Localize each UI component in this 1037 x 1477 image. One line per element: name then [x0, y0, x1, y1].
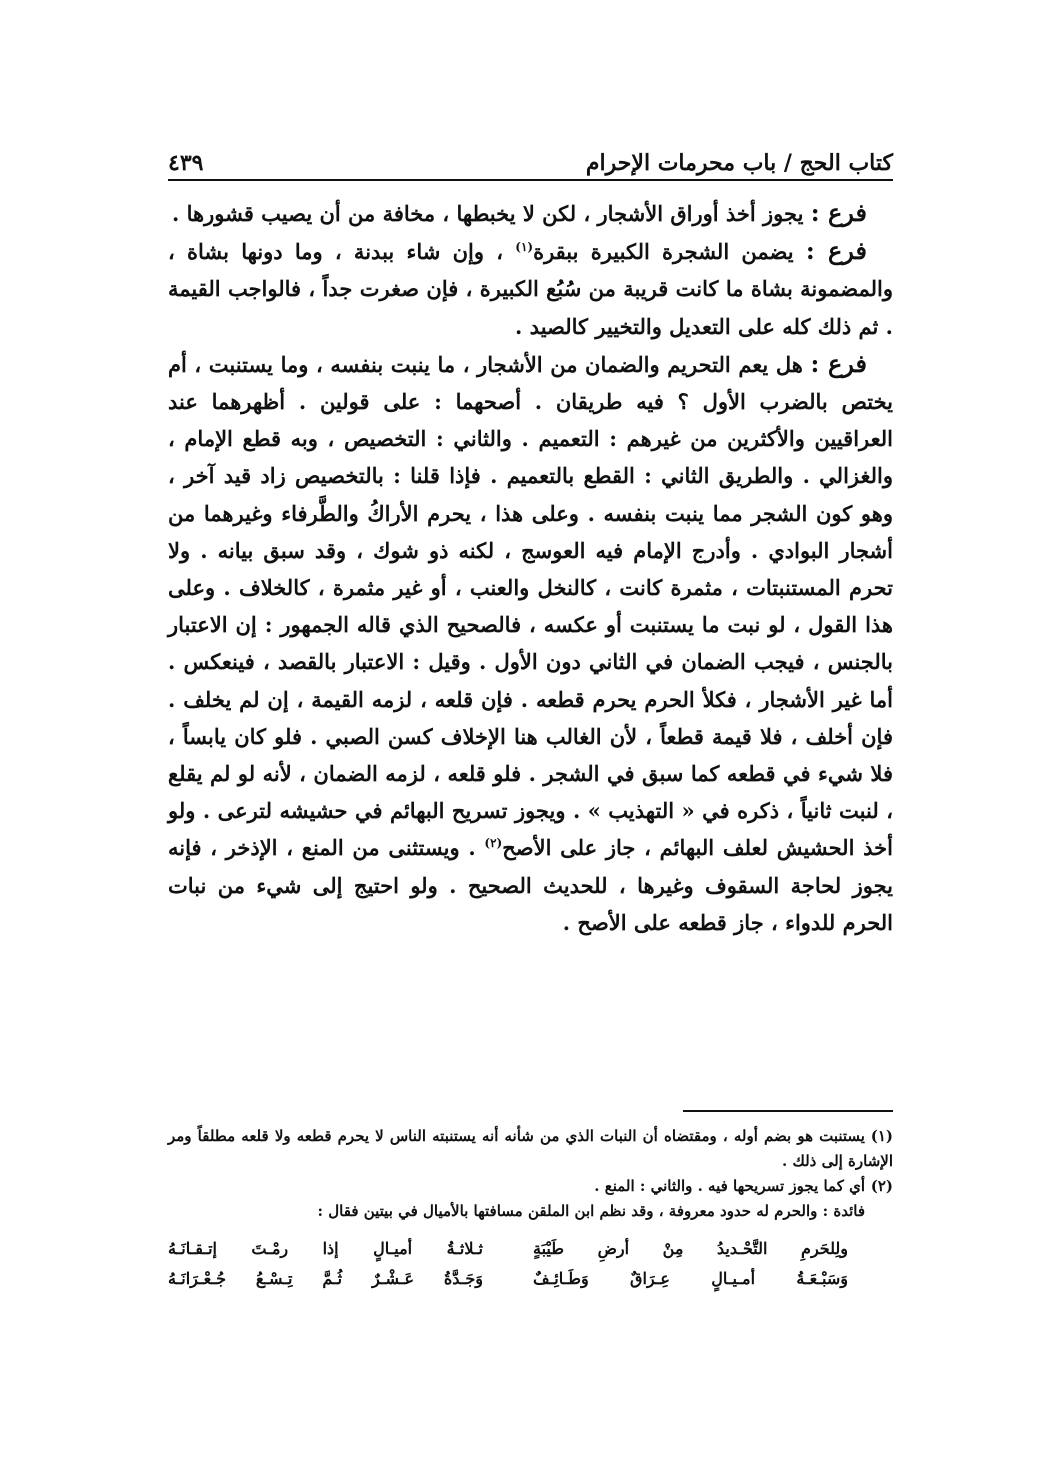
hemistich-right: وَسَبْـعَـةُ أمـيـالٍ عِـرَاقٌ وَطَـائِـفٌ: [533, 1269, 848, 1288]
hemistich-left: وَجَـدَّةُ عَـشْـرٌ ثُـمَّ تِـسْـعُ جُـعْـرَانَـهُ: [168, 1269, 483, 1288]
paragraph-text: يضمن الشجرة الكبيرة ببقرة: [533, 239, 806, 265]
poem: [168, 1234, 848, 1294]
poem-verse-1: [168, 1234, 848, 1264]
footnote-ref-2: (٢): [484, 836, 503, 851]
footnote-rule: [683, 1110, 893, 1112]
footnote-2-note: فائدة : والحرم له حدود معروفة ، وقد نظم ابن الملقن مسافتها بالأميال في بيتين فقال :: [317, 1202, 865, 1220]
running-head: [168, 132, 893, 176]
poem-verse-2: [168, 1264, 848, 1294]
footnote-number: (١): [870, 1127, 893, 1145]
paragraph-2: [168, 232, 893, 345]
section-label: فرع :: [805, 236, 868, 266]
paragraph-3: [168, 345, 893, 941]
page-number: ٤٣٩: [168, 150, 204, 176]
section-label: فرع :: [810, 348, 868, 378]
paragraph-text: . ويستثنى من المنع ، الإذخر ، فإنه يجوز لحاجة السقوف وغيرها ، للحديث الصحيح . ولو احتيج إلى شيء من نبات الحرم للدواء ، جاز قطعه على الأصح .: [168, 835, 893, 935]
footnote-ref-1: (١): [515, 240, 534, 255]
paragraph-text: ، وإن شاء ببدنة ، وما دونها بشاة ، والمضمونة بشاة ما كانت قريبة من سُبُع الكبيرة ، فإن صغرت جداً ، فالواجب القيمة . ثم ذلك كله على التعديل والتخيير كالصيد .: [168, 239, 893, 339]
paragraph-text: يجوز أخذ أوراق الأشجار ، لكن لا يخبطها ، مخافة من أن يصيب قشورها .: [172, 201, 811, 226]
footnote-1: [168, 1124, 893, 1174]
running-title: كتاب الحج / باب محرمات الإحرام: [585, 150, 893, 176]
section-label: فرع :: [810, 198, 867, 227]
paragraph-text: هل يعم التحريم والضمان من الأشجار ، ما ينبت بنفسه ، وما يستنبت ، أم يختص بالضرب الأول ؟ فيه طريقان . أصحهما : على قولين . أظهرهما عند العراقيين والأكثرين من غيرهم : التعميم . والثاني : التخصيص ، وبه قطع الإمام ، والغزالي . والطريق الثاني : القطع بالتعميم . فإذا قلنا : بالتخصيص زاد قيد آخر ، وهو كون الشجر مما ينبت بنفسه . وعلى هذا ، يحرم الأراكُ والطَّرفاء وغيرهما من أشجار البوادي . وأدرج الإمام فيه العوسج ، لكنه ذو شوك ، وقد سبق بيانه . ولا تحرم المستنبتات ، مثمرة كانت ، كالنخل والعنب ، أو غير مثمرة ، كالخلاف . وعلى هذا القول ، لو نبت ما يستنبت أو عكسه ، فالصحيح الذي قاله الجمهور : إن الاعتبار بالجنس ، فيجب الضمان في الثاني دون الأول . وقيل : الاعتبار بالقصد ، فينعكس . أما غير الأشجار ، فكلأ الحرم يحرم قطعه . فإن قلعه ، لزمه القيمة ، إن لم يخلف . فإن أخلف ، فلا قيمة قطعاً ، لأن الغالب هنا الإخلاف كسن الصبي . فلو كان يابساً ، فلا شيء في قطعه كما سبق في الشجر . فلو قلعه ، لزمه الضمان ، لأنه لو لم يقلع ، لنبت ثانياً ، ذكره في « التهذيب » . ويجوز تسريح البهائم في حشيشه لترعى . ولو أخذ الحشيش لعلف البهائم ، جاز على الأصح: [168, 351, 893, 861]
footnote-number: (٢): [870, 1177, 893, 1195]
hemistich-right: ولِلحَرمِ التَّحْـديدُ مِنْ أرضِ طَيْبَةٍ: [533, 1239, 848, 1258]
footnote-2: [168, 1174, 893, 1199]
footnotes: [168, 1124, 893, 1224]
main-text: [168, 194, 893, 941]
hemistich-left: ثـلاثـةُ أميـالٍ إذا رمْـتَ إتـقـانَـهُ: [168, 1239, 483, 1258]
footnote-text: أي كما يجوز تسريحها فيه . والثاني : المنع .: [594, 1177, 865, 1195]
paragraph-1: [168, 194, 893, 232]
header-rule: [168, 179, 893, 181]
footnote-text: يستنبت هو بضم أوله ، ومقتضاه أن النبات الذي من شأنه أنه يستنبته الناس لا يحرم قطعه ولا قلعه مطلقاً ومر الإشارة إلى ذلك .: [168, 1127, 893, 1170]
